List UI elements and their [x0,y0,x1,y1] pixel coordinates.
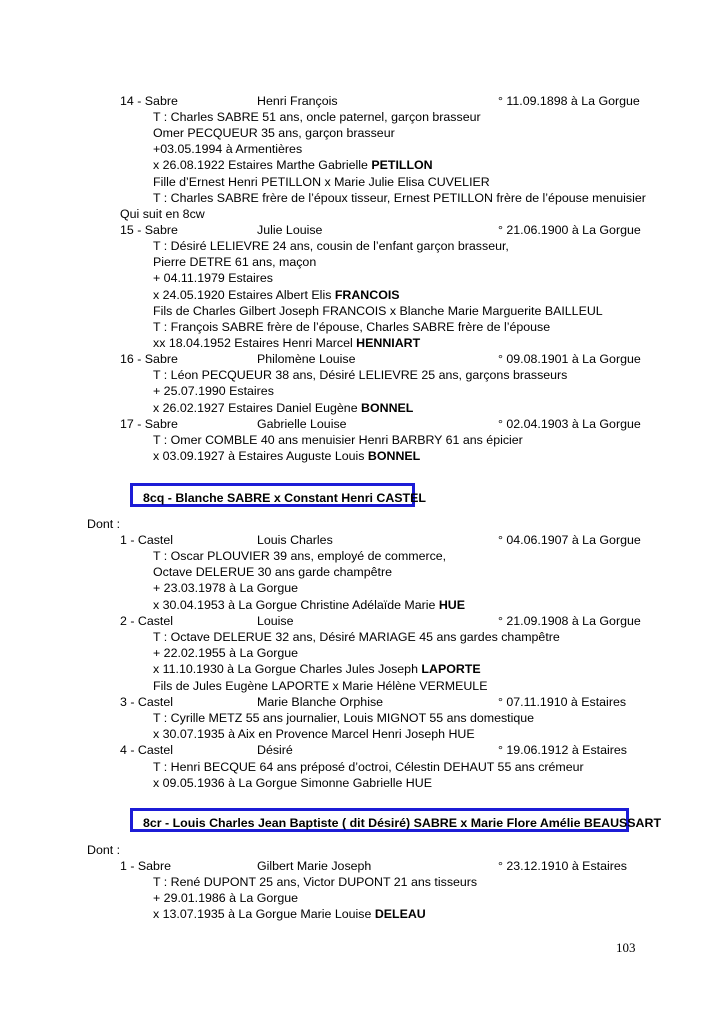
child-15-birth: ° 21.06.1900 à La Gorgue [498,223,641,237]
castel-3-birth: ° 07.11.1910 à Estaires [498,695,627,709]
child-16-birth: ° 09.08.1901 à La Gorgue [498,352,641,366]
castel-3-name: Marie Blanche Orphise [257,695,384,709]
child-14-name: Henri François [257,94,338,108]
child-15-marriage: x 24.05.1920 Estaires Albert Elis FRANCOIS [153,288,400,302]
sabre-1-line: T : René DUPONT 25 ans, Victor DUPONT 21 ans tisseurs [153,875,478,889]
dont-label: Dont : [87,843,121,857]
castel-1-line: T : Oscar PLOUVIER 39 ans, employé de commerce, [153,549,447,563]
child-16-line: T : Léon PECQUEUR 38 ans, Désiré LELIEVRE 25 ans, garçons brasseurs [153,368,568,382]
child-14-number: 14 - Sabre [120,94,178,108]
castel-1-birth: ° 04.06.1907 à La Gorgue [498,533,641,547]
castel-3-number: 3 - Castel [120,695,174,709]
spouse-surname: LAPORTE [421,662,481,676]
castel-1-marriage: x 30.04.1953 à La Gorgue Christine Adélaïde Marie HUE [153,598,466,612]
child-14-line: Omer PECQUEUR 35 ans, garçon brasseur [153,126,395,140]
castel-2-line: T : Octave DELERUE 32 ans, Désiré MARIAGE 45 ans gardes champêtre [153,630,560,644]
spouse-surname: PETILLON [371,158,433,172]
child-15-number: 15 - Sabre [120,223,178,237]
spouse-surname: FRANCOIS [334,288,400,302]
spouse-surname: HUE [438,598,466,612]
section-title-8cq: 8cq - Blanche SABRE x Constant Henri CASTEL [130,483,415,507]
child-14-line: Qui suit en 8cw [120,207,205,221]
castel-4-line: T : Henri BECQUE 64 ans préposé d’octroi, Célestin DEHAUT 55 ans crémeur [153,760,584,774]
castel-1-line: + 23.03.1978 à La Gorgue [153,581,299,595]
castel-2-line: + 22.02.1955 à La Gorgue [153,646,299,660]
castel-1-name: Louis Charles [257,533,333,547]
child-16-marriage: x 26.02.1927 Estaires Daniel Eugène BONNEL [153,401,414,415]
castel-2-birth: ° 21.09.1908 à La Gorgue [498,614,641,628]
child-15-marriage: xx 18.04.1952 Estaires Henri Marcel HENNIART [153,336,421,350]
child-16-number: 16 - Sabre [120,352,178,366]
page-number: 103 [616,940,636,955]
castel-1-line: Octave DELERUE 30 ans garde champêtre [153,565,392,579]
child-15-name: Julie Louise [257,223,323,237]
spouse-surname: BONNEL [361,401,414,415]
dont-label: Dont : [87,517,121,531]
sabre-1-birth: ° 23.12.1910 à Estaires [498,859,627,873]
child-17-birth: ° 02.04.1903 à La Gorgue [498,417,641,431]
castel-2-marriage: x 11.10.1930 à La Gorgue Charles Jules Joseph LAPORTE [153,662,481,676]
sabre-1-marriage: x 13.07.1935 à La Gorgue Marie Louise DELEAU [153,907,426,921]
child-14-line: Fille d’Ernest Henri PETILLON x Marie Julie Elisa CUVELIER [153,175,490,189]
castel-3-line: T : Cyrille METZ 55 ans journalier, Louis MIGNOT 55 ans domestique [153,711,535,725]
child-14-marriage: x 26.08.1922 Estaires Marthe Gabrielle PETILLON [153,158,433,172]
spouse-surname: DELEAU [374,907,426,921]
spouse-surname: BONNEL [367,449,421,463]
sabre-1-number: 1 - Sabre [120,859,171,873]
castel-2-name: Louise [257,614,294,628]
child-16-name: Philomène Louise [257,352,356,366]
sabre-1-name: Gilbert Marie Joseph [257,859,372,873]
castel-4-line: x 09.05.1936 à La Gorgue Simonne Gabrielle HUE [153,776,432,790]
spouse-surname: HENNIART [356,336,421,350]
child-15-line: T : Désiré LELIEVRE 24 ans, cousin de l’enfant garçon brasseur, [153,239,509,253]
child-15-line: Pierre DETRE 61 ans, maçon [153,255,317,269]
child-16-line: + 25.07.1990 Estaires [153,384,274,398]
castel-2-line: Fils de Jules Eugène LAPORTE x Marie Hélène VERMEULE [153,679,488,693]
child-14-birth: ° 11.09.1898 à La Gorgue [498,94,640,108]
child-14-line: +03.05.1994 à Armentières [153,142,303,156]
child-14-line: T : Charles SABRE 51 ans, oncle paternel, garçon brasseur [153,110,481,124]
castel-3-line: x 30.07.1935 à Aix en Provence Marcel Henri Joseph HUE [153,727,475,741]
castel-2-number: 2 - Castel [120,614,174,628]
child-15-line: + 04.11.1979 Estaires [153,271,273,285]
child-17-marriage: x 03.09.1927 à Estaires Auguste Louis BONNEL [153,449,421,463]
child-15-line: T : François SABRE frère de l’épouse, Charles SABRE frère de l’épouse [153,320,551,334]
child-14-line: T : Charles SABRE frère de l’époux tisseur, Ernest PETILLON frère de l’épouse menuisier [153,191,646,205]
child-17-line: T : Omer COMBLE 40 ans menuisier Henri BARBRY 61 ans épicier [153,433,523,447]
child-15-line: Fils de Charles Gilbert Joseph FRANCOIS x Blanche Marie Marguerite BAILLEUL [153,304,603,318]
castel-1-number: 1 - Castel [120,533,174,547]
castel-4-name: Désiré [257,743,293,757]
section-title-8cr: 8cr - Louis Charles Jean Baptiste ( dit Désiré) SABRE x Marie Flore Amélie BEAUSSART [130,808,629,832]
castel-4-birth: ° 19.06.1912 à Estaires [498,743,627,757]
castel-4-number: 4 - Castel [120,743,174,757]
child-17-number: 17 - Sabre [120,417,178,431]
sabre-1-line: + 29.01.1986 à La Gorgue [153,891,299,905]
child-17-name: Gabrielle Louise [257,417,347,431]
